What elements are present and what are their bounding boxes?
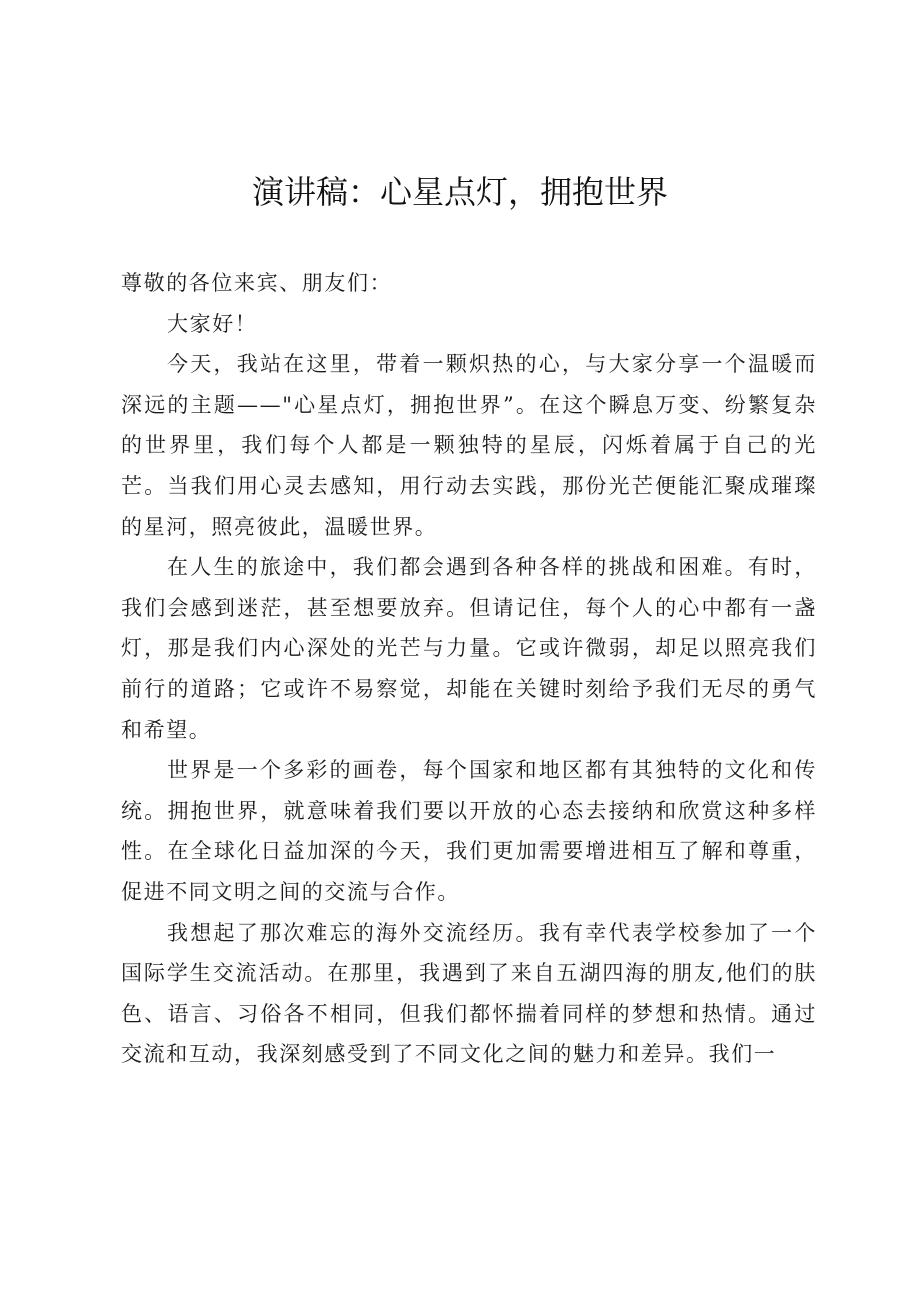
paragraph-2: 在人生的旅途中，我们都会遇到各种各样的挑战和困难。有时，我们会感到迷茫，甚至想要放弃。但请记住，每个人的心中都有一盏灯，那是我们内心深处的光芒与力量。它或许微弱，却足以照亮我们前行的道路；它或许不易察觉，却能在关键时刻给予我们无尽的勇气和希望。: [121, 555, 817, 742]
paragraph-3: 世界是一个多彩的画卷，每个国家和地区都有其独特的文化和传统。拥抱世界，就意味着我们要以开放的心态去接纳和欣赏这种多样性。在全球化日益加深的今天，我们更加需要增进相互了解和尊重，促进不同文明之间的交流与合作。: [121, 758, 817, 904]
document-body: [121, 263, 817, 1075]
document-title: 演讲稿：心星点灯，拥抱世界: [251, 173, 668, 211]
salutation: 尊敬的各位来宾、朋友们：: [121, 271, 393, 295]
paragraph-1: 今天，我站在这里，带着一颗炽热的心，与大家分享一个温暖而深远的主题——"心星点灯，拥抱世界”。在这个瞬息万变、纷繁复杂的世界里，我们每个人都是一颗独特的星辰，闪烁着属于自己的光芒。当我们用心灵去感知，用行动去实践，那份光芒便能汇聚成璀璨的星河，照亮彼此，温暖世界。: [121, 352, 817, 539]
paragraph-4: 我想起了那次难忘的海外交流经历。我有幸代表学校参加了一个国际学生交流活动。在那里，我遇到了来自五湖四海的朋友,他们的肤色、语言、习俗各不相同，但我们都怀揣着同样的梦想和热情。通过交流和互动，我深刻感受到了不同文化之间的魅力和差异。我们一: [121, 920, 817, 1067]
greeting: 大家好！: [167, 311, 258, 336]
